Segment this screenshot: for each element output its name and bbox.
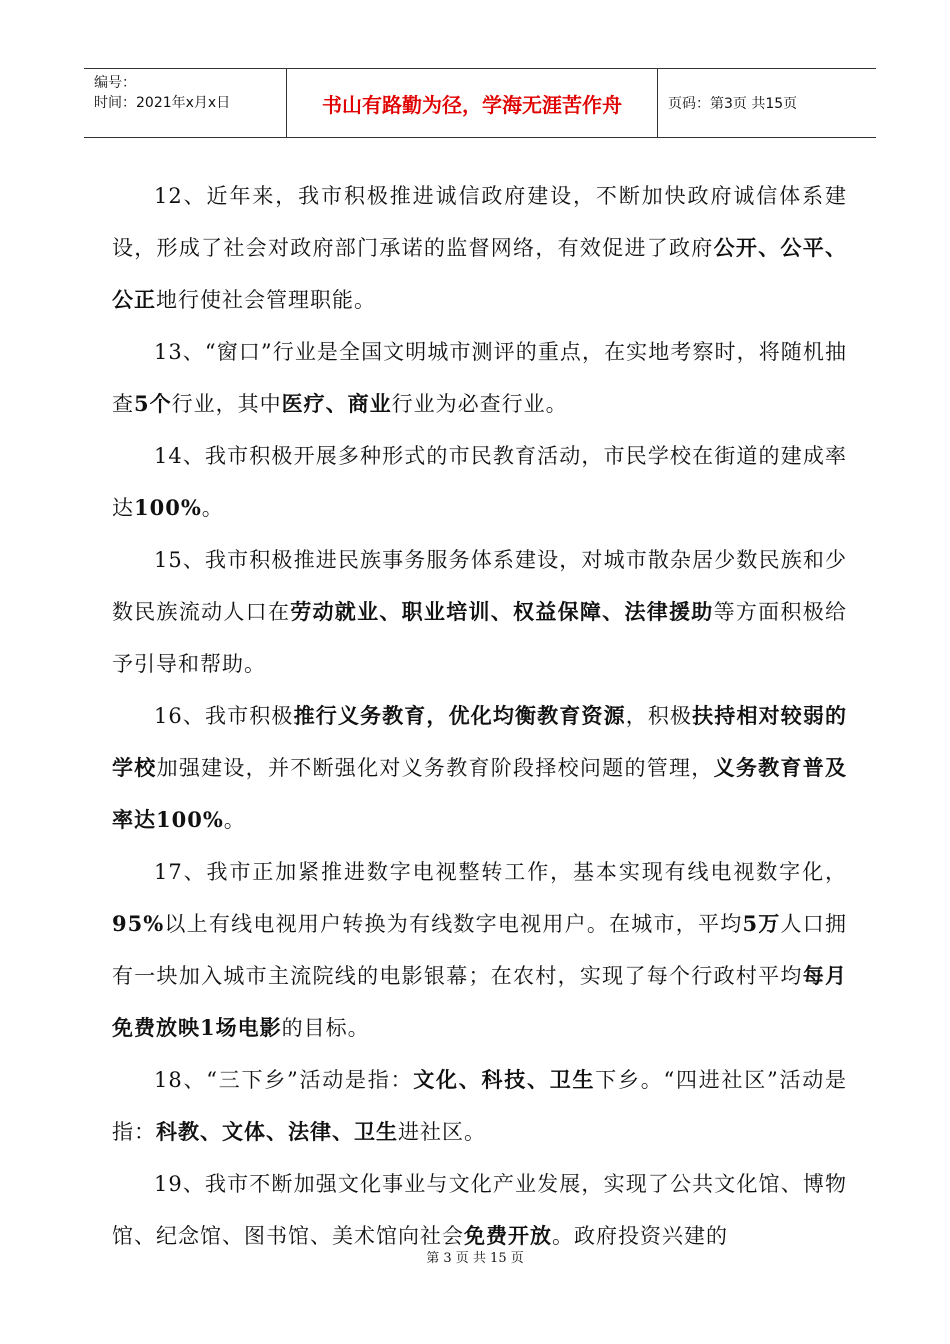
- bold-text: 5个: [134, 391, 172, 416]
- text-run: 16、我市积极: [154, 704, 294, 728]
- text-run: ，积极: [625, 704, 693, 728]
- paragraph: [112, 846, 847, 1054]
- bold-text: 医疗、商业: [281, 391, 392, 416]
- bold-text: 义务教育普及率达100%: [112, 755, 847, 832]
- paragraph: [112, 690, 847, 846]
- paragraph: [112, 534, 847, 690]
- text-run: 进社区。: [398, 1120, 486, 1144]
- paragraph: [112, 430, 847, 534]
- text-run: 17、我市正加紧推进数字电视整转工作，基本实现有线电视数字化，: [154, 860, 847, 884]
- bold-text: 扶持相对较弱的学校: [112, 703, 848, 780]
- bold-text: 劳动就业、职业培训、权益保障、法律援助: [290, 599, 714, 624]
- text-run: 人口拥有一块加入城市主流院线的电影银幕；在农村，实现了每个行政村平均: [112, 912, 847, 988]
- number-label: 编号：: [94, 75, 136, 91]
- bold-text: 公开、公平、公正: [112, 235, 847, 312]
- text-run: 行业，其中: [171, 392, 282, 416]
- bold-text: 100%: [134, 495, 202, 520]
- text-run: 14、我市积极开展多种形式的市民教育活动，市民学校在街道的建成率达: [112, 444, 847, 520]
- text-run: 。: [223, 808, 246, 832]
- header-page-info: 页码：第3页 共15页: [668, 96, 798, 112]
- time-label: 时间：2021年x月x日: [94, 95, 231, 111]
- text-run: 加强建设，并不断强化对义务教育阶段择校问题的管理，: [156, 756, 714, 780]
- text-run: 下乡。“四进社区”活动是指：: [112, 1068, 847, 1144]
- bold-text: 每月免费放映1场电影: [112, 963, 847, 1040]
- text-run: 18、“三下乡”活动是指：: [154, 1068, 414, 1092]
- text-run: 行业为必查行业。: [391, 392, 568, 416]
- bold-text: 文化、科技、卫生: [413, 1067, 596, 1092]
- page-footer: 第 3 页 共 15 页: [426, 1251, 524, 1266]
- bold-text: 科教、文体、法律、卫生: [156, 1119, 398, 1144]
- text-run: 。政府投资兴建的: [552, 1224, 728, 1248]
- document-body: [112, 170, 847, 1262]
- text-run: 19、我市不断加强文化事业与文化产业发展，实现了公共文化馆、博物馆、纪念馆、图书馆、美术馆向社会: [112, 1172, 847, 1248]
- text-run: 以上有线电视用户转换为有线数字电视用户。在城市，平均: [164, 912, 743, 936]
- header-meta: [84, 69, 287, 137]
- paragraph: [112, 1054, 847, 1158]
- text-run: 12、近年来，我市积极推进诚信政府建设，不断加快政府诚信体系建设，形成了社会对政府部门承诺的监督网络，有效促进了政府: [112, 184, 847, 260]
- text-run: 等方面积极给予引导和帮助。: [112, 600, 847, 676]
- text-run: 13、“窗口”行业是全国文明城市测评的重点，在实地考察时，将随机抽查: [112, 340, 847, 416]
- paragraph: [112, 170, 847, 326]
- text-run: 的目标。: [281, 1016, 370, 1040]
- bold-text: 推行义务教育，优化均衡教育资源: [293, 703, 626, 728]
- bold-text: 5万: [742, 911, 781, 936]
- text-run: 15、我市积极推进民族事务服务体系建设，对城市散杂居少数民族和少数民族流动人口在: [112, 548, 847, 624]
- text-run: 地行使社会管理职能。: [156, 288, 376, 312]
- paragraph: [112, 326, 847, 430]
- bold-text: 95%: [112, 911, 165, 936]
- text-run: 。: [201, 496, 224, 520]
- bold-text: 免费开放: [464, 1223, 552, 1248]
- header-motto: 书山有路勤为径，学海无涯苦作舟: [287, 69, 658, 137]
- page-header: [84, 68, 876, 138]
